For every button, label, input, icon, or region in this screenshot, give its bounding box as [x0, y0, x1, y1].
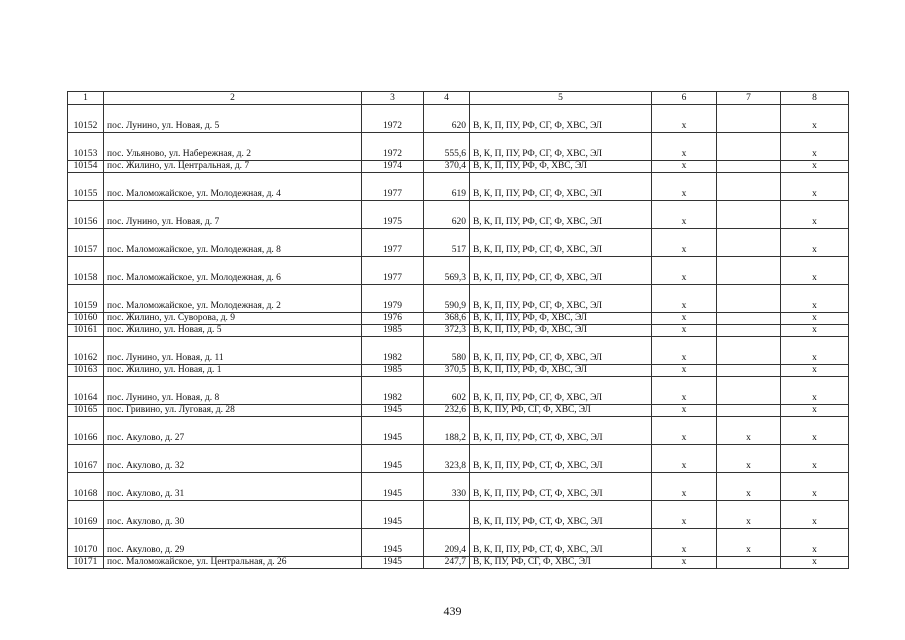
area-cell: 323,8 — [424, 445, 470, 473]
mark-col-6-cell: x — [652, 405, 717, 417]
column-number-row — [68, 92, 849, 105]
mark-col-8-cell: x — [781, 365, 849, 377]
table-row — [68, 325, 849, 337]
systems-cell: В, К, П, ПУ, РФ, Ф, ХВС, ЭЛ — [470, 325, 652, 337]
mark-col-8-cell: x — [781, 377, 849, 405]
address-cell: пос. Ульяново, ул. Набережная, д. 2 — [104, 133, 362, 161]
area-cell: 209,4 — [424, 529, 470, 557]
systems-cell: В, К, П, ПУ, РФ, СТ, Ф, ХВС, ЭЛ — [470, 445, 652, 473]
mark-col-7-cell: x — [717, 417, 781, 445]
systems-cell: В, К, П, ПУ, РФ, СГ, Ф, ХВС, ЭЛ — [470, 337, 652, 365]
systems-cell: В, К, П, ПУ, РФ, СГ, Ф, ХВС, ЭЛ — [470, 285, 652, 313]
table-row — [68, 229, 849, 257]
mark-col-7-cell — [717, 325, 781, 337]
mark-col-6-cell: x — [652, 337, 717, 365]
year-built-cell: 1974 — [362, 161, 424, 173]
year-built-cell: 1985 — [362, 325, 424, 337]
address-cell: пос. Жилино, ул. Новая, д. 5 — [104, 325, 362, 337]
mark-col-6-cell: x — [652, 529, 717, 557]
column-header: 1 — [68, 92, 104, 105]
address-cell: пос. Акулово, д. 32 — [104, 445, 362, 473]
mark-col-8-cell: x — [781, 325, 849, 337]
area-cell: 620 — [424, 105, 470, 133]
table-row — [68, 313, 849, 325]
systems-cell: В, К, П, ПУ, РФ, Ф, ХВС, ЭЛ — [470, 161, 652, 173]
table-row — [68, 133, 849, 161]
table-row — [68, 257, 849, 285]
mark-col-6-cell: x — [652, 501, 717, 529]
column-header: 6 — [652, 92, 717, 105]
area-cell: 555,6 — [424, 133, 470, 161]
page-number: 439 — [443, 604, 462, 618]
mark-col-8-cell: x — [781, 257, 849, 285]
mark-col-6-cell: x — [652, 445, 717, 473]
area-cell: 368,6 — [424, 313, 470, 325]
record-id-cell: 10155 — [68, 173, 104, 201]
mark-col-8-cell: x — [781, 529, 849, 557]
mark-col-8-cell: x — [781, 313, 849, 325]
mark-col-6-cell: x — [652, 473, 717, 501]
table-row — [68, 529, 849, 557]
systems-cell: В, К, П, ПУ, РФ, СГ, Ф, ХВС, ЭЛ — [470, 377, 652, 405]
column-header: 2 — [104, 92, 362, 105]
address-cell: пос. Маломожайское, ул. Молодежная, д. 6 — [104, 257, 362, 285]
year-built-cell: 1979 — [362, 285, 424, 313]
mark-col-6-cell: x — [652, 417, 717, 445]
area-cell: 330 — [424, 473, 470, 501]
mark-col-6-cell: x — [652, 365, 717, 377]
address-cell: пос. Акулово, д. 29 — [104, 529, 362, 557]
table-row — [68, 445, 849, 473]
area-cell: 247,7 — [424, 557, 470, 569]
mark-col-6-cell: x — [652, 285, 717, 313]
record-id-cell: 10160 — [68, 313, 104, 325]
mark-col-8-cell: x — [781, 133, 849, 161]
mark-col-7-cell — [717, 257, 781, 285]
area-cell: 232,6 — [424, 405, 470, 417]
mark-col-8-cell: x — [781, 445, 849, 473]
systems-cell: В, К, П, ПУ, РФ, СГ, Ф, ХВС, ЭЛ — [470, 257, 652, 285]
year-built-cell: 1972 — [362, 105, 424, 133]
mark-col-8-cell: x — [781, 229, 849, 257]
systems-cell: В, К, ПУ, РФ, СГ, Ф, ХВС, ЭЛ — [470, 557, 652, 569]
mark-col-8-cell: x — [781, 405, 849, 417]
mark-col-7-cell — [717, 365, 781, 377]
mark-col-6-cell: x — [652, 133, 717, 161]
systems-cell: В, К, П, ПУ, РФ, СГ, Ф, ХВС, ЭЛ — [470, 229, 652, 257]
table-row — [68, 377, 849, 405]
record-id-cell: 10165 — [68, 405, 104, 417]
column-header: 7 — [717, 92, 781, 105]
area-cell: 619 — [424, 173, 470, 201]
mark-col-8-cell: x — [781, 201, 849, 229]
record-id-cell: 10170 — [68, 529, 104, 557]
systems-cell: В, К, П, ПУ, РФ, СТ, Ф, ХВС, ЭЛ — [470, 501, 652, 529]
mark-col-8-cell: x — [781, 105, 849, 133]
address-cell: пос. Акулово, д. 31 — [104, 473, 362, 501]
address-cell: пос. Маломожайское, ул. Молодежная, д. 8 — [104, 229, 362, 257]
table-row — [68, 501, 849, 529]
table-row — [68, 285, 849, 313]
record-id-cell: 10157 — [68, 229, 104, 257]
record-id-cell: 10169 — [68, 501, 104, 529]
record-id-cell: 10164 — [68, 377, 104, 405]
record-id-cell: 10163 — [68, 365, 104, 377]
table-row — [68, 173, 849, 201]
address-cell: пос. Лунино, ул. Новая, д. 7 — [104, 201, 362, 229]
mark-col-8-cell: x — [781, 501, 849, 529]
mark-col-7-cell — [717, 557, 781, 569]
mark-col-6-cell: x — [652, 377, 717, 405]
mark-col-7-cell — [717, 105, 781, 133]
mark-col-6-cell: x — [652, 161, 717, 173]
year-built-cell: 1945 — [362, 473, 424, 501]
systems-cell: В, К, ПУ, РФ, СГ, Ф, ХВС, ЭЛ — [470, 405, 652, 417]
systems-cell: В, К, П, ПУ, РФ, СГ, Ф, ХВС, ЭЛ — [470, 201, 652, 229]
systems-cell: В, К, П, ПУ, РФ, Ф, ХВС, ЭЛ — [470, 313, 652, 325]
mark-col-7-cell — [717, 229, 781, 257]
address-cell: пос. Жилино, ул. Суворова, д. 9 — [104, 313, 362, 325]
area-cell: 370,5 — [424, 365, 470, 377]
mark-col-7-cell — [717, 405, 781, 417]
year-built-cell: 1945 — [362, 557, 424, 569]
mark-col-6-cell: x — [652, 325, 717, 337]
year-built-cell: 1945 — [362, 445, 424, 473]
mark-col-7-cell — [717, 337, 781, 365]
record-id-cell: 10154 — [68, 161, 104, 173]
mark-col-7-cell: x — [717, 473, 781, 501]
table-row — [68, 405, 849, 417]
mark-col-6-cell: x — [652, 257, 717, 285]
year-built-cell: 1945 — [362, 417, 424, 445]
address-cell: пос. Жилино, ул. Центральная, д. 7 — [104, 161, 362, 173]
area-cell: 372,3 — [424, 325, 470, 337]
mark-col-6-cell: x — [652, 105, 717, 133]
table-row — [68, 417, 849, 445]
mark-col-7-cell — [717, 285, 781, 313]
address-cell: пос. Маломожайское, ул. Молодежная, д. 2 — [104, 285, 362, 313]
mark-col-8-cell: x — [781, 417, 849, 445]
table-row — [68, 557, 849, 569]
systems-cell: В, К, П, ПУ, РФ, Ф, ХВС, ЭЛ — [470, 365, 652, 377]
mark-col-7-cell: x — [717, 445, 781, 473]
year-built-cell: 1945 — [362, 405, 424, 417]
area-cell: 569,3 — [424, 257, 470, 285]
mark-col-6-cell: x — [652, 313, 717, 325]
area-cell: 620 — [424, 201, 470, 229]
table-row — [68, 105, 849, 133]
year-built-cell: 1972 — [362, 133, 424, 161]
address-cell: пос. Маломожайское, ул. Молодежная, д. 4 — [104, 173, 362, 201]
mark-col-8-cell: x — [781, 173, 849, 201]
record-id-cell: 10167 — [68, 445, 104, 473]
mark-col-7-cell: x — [717, 501, 781, 529]
record-id-cell: 10158 — [68, 257, 104, 285]
address-cell: пос. Акулово, д. 30 — [104, 501, 362, 529]
mark-col-7-cell: x — [717, 529, 781, 557]
mark-col-7-cell — [717, 201, 781, 229]
year-built-cell: 1985 — [362, 365, 424, 377]
record-id-cell: 10161 — [68, 325, 104, 337]
area-cell: 580 — [424, 337, 470, 365]
record-id-cell: 10152 — [68, 105, 104, 133]
area-cell: 517 — [424, 229, 470, 257]
table-row — [68, 365, 849, 377]
systems-cell: В, К, П, ПУ, РФ, СГ, Ф, ХВС, ЭЛ — [470, 105, 652, 133]
address-cell: пос. Лунино, ул. Новая, д. 8 — [104, 377, 362, 405]
mark-col-8-cell: x — [781, 161, 849, 173]
mark-col-6-cell: x — [652, 173, 717, 201]
housing-register-table — [67, 91, 849, 569]
address-cell: пос. Жилино, ул. Новая, д. 1 — [104, 365, 362, 377]
mark-col-6-cell: x — [652, 557, 717, 569]
mark-col-8-cell: x — [781, 337, 849, 365]
year-built-cell: 1977 — [362, 229, 424, 257]
year-built-cell: 1975 — [362, 201, 424, 229]
area-cell: 370,4 — [424, 161, 470, 173]
column-header: 3 — [362, 92, 424, 105]
year-built-cell: 1945 — [362, 501, 424, 529]
year-built-cell: 1945 — [362, 529, 424, 557]
year-built-cell: 1977 — [362, 257, 424, 285]
record-id-cell: 10156 — [68, 201, 104, 229]
record-id-cell: 10159 — [68, 285, 104, 313]
systems-cell: В, К, П, ПУ, РФ, СГ, Ф, ХВС, ЭЛ — [470, 133, 652, 161]
address-cell: пос. Лунино, ул. Новая, д. 11 — [104, 337, 362, 365]
record-id-cell: 10168 — [68, 473, 104, 501]
systems-cell: В, К, П, ПУ, РФ, СТ, Ф, ХВС, ЭЛ — [470, 473, 652, 501]
table-row — [68, 161, 849, 173]
table-row — [68, 337, 849, 365]
mark-col-7-cell — [717, 377, 781, 405]
mark-col-8-cell: x — [781, 557, 849, 569]
systems-cell: В, К, П, ПУ, РФ, СТ, Ф, ХВС, ЭЛ — [470, 417, 652, 445]
record-id-cell: 10166 — [68, 417, 104, 445]
area-cell: 590,9 — [424, 285, 470, 313]
year-built-cell: 1982 — [362, 337, 424, 365]
systems-cell: В, К, П, ПУ, РФ, СГ, Ф, ХВС, ЭЛ — [470, 173, 652, 201]
record-id-cell: 10162 — [68, 337, 104, 365]
year-built-cell: 1977 — [362, 173, 424, 201]
table-row — [68, 473, 849, 501]
area-cell: 188,2 — [424, 417, 470, 445]
area-cell — [424, 501, 470, 529]
column-header: 5 — [470, 92, 652, 105]
year-built-cell: 1982 — [362, 377, 424, 405]
address-cell: пос. Акулово, д. 27 — [104, 417, 362, 445]
mark-col-8-cell: x — [781, 285, 849, 313]
mark-col-7-cell — [717, 161, 781, 173]
address-cell: пос. Гривино, ул. Луговая, д. 28 — [104, 405, 362, 417]
address-cell: пос. Лунино, ул. Новая, д. 5 — [104, 105, 362, 133]
column-header: 8 — [781, 92, 849, 105]
mark-col-6-cell: x — [652, 201, 717, 229]
mark-col-7-cell — [717, 133, 781, 161]
record-id-cell: 10171 — [68, 557, 104, 569]
table-row — [68, 201, 849, 229]
mark-col-7-cell — [717, 173, 781, 201]
mark-col-8-cell: x — [781, 473, 849, 501]
mark-col-7-cell — [717, 313, 781, 325]
year-built-cell: 1976 — [362, 313, 424, 325]
area-cell: 602 — [424, 377, 470, 405]
mark-col-6-cell: x — [652, 229, 717, 257]
record-id-cell: 10153 — [68, 133, 104, 161]
column-header: 4 — [424, 92, 470, 105]
address-cell: пос. Маломожайское, ул. Центральная, д. 26 — [104, 557, 362, 569]
systems-cell: В, К, П, ПУ, РФ, СТ, Ф, ХВС, ЭЛ — [470, 529, 652, 557]
